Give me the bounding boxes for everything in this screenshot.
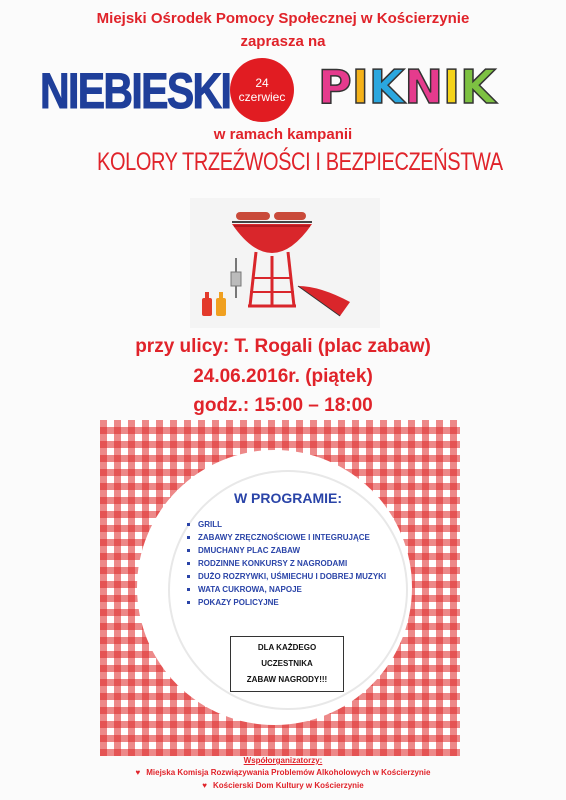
grill-illustration bbox=[190, 198, 380, 328]
grill-icon bbox=[190, 198, 380, 328]
piknik-letter: K bbox=[460, 60, 496, 114]
coorganizer-item: ♥ Miejska Komisja Rozwiązywania Problemów Alkoholowych w Kościerzynie bbox=[135, 768, 431, 777]
title-piknik bbox=[318, 60, 496, 114]
list-item: GRILL bbox=[186, 518, 398, 531]
badge-day: 24 bbox=[255, 76, 269, 90]
title-niebieski: NIEBIESKI bbox=[40, 63, 231, 119]
list-item: RODZINNE KONKURSY Z NAGRODAMI bbox=[186, 557, 398, 570]
event-date: 24.06.2016r. (piątek) bbox=[193, 366, 373, 387]
campaign-intro: w ramach kampanii bbox=[213, 126, 353, 143]
date-badge bbox=[230, 58, 294, 122]
list-item: POKAZY POLICYJNE bbox=[186, 596, 398, 609]
prize-box bbox=[230, 636, 344, 692]
piknik-letter: N bbox=[404, 60, 443, 114]
heart-icon: ♥ bbox=[135, 768, 141, 777]
campaign-name: KOLORY TRZEŹWOŚCI I BEZPIECZEŃSTWA bbox=[97, 148, 503, 176]
invite-text: zaprasza na bbox=[240, 33, 326, 50]
event-time: godz.: 15:00 – 18:00 bbox=[193, 395, 373, 416]
prize-line: DLA KAŻDEGO bbox=[257, 643, 317, 652]
list-item: DUŻO ROZRYWKI, UŚMIECHU I DOBREJ MUZYKI bbox=[186, 570, 398, 583]
event-address: przy ulicy: T. Rogali (plac zabaw) bbox=[135, 336, 431, 357]
list-item: DMUCHANY PLAC ZABAW bbox=[186, 544, 398, 557]
badge-month: czerwiec bbox=[238, 90, 286, 104]
organizer-heading: Miejski Ośrodek Pomocy Społecznej w Kościerzynie bbox=[96, 10, 470, 27]
piknik-letter: K bbox=[368, 60, 405, 114]
list-item: ZABAWY ZRĘCZNOŚCIOWE I INTEGRUJĄCE bbox=[186, 531, 398, 544]
list-item: WATA CUKROWA, NAPOJE bbox=[186, 583, 398, 596]
coorganizer-item: ♥ Kościerski Dom Kultury w Kościerzynie bbox=[202, 781, 364, 790]
piknik-letter: I bbox=[443, 60, 461, 114]
heart-icon: ♥ bbox=[202, 781, 208, 790]
piknik-letter: I bbox=[351, 60, 369, 114]
program-title: W PROGRAMIE: bbox=[233, 490, 343, 506]
coorganizers-title: Współorganizatorzy: bbox=[243, 756, 323, 765]
piknik-letter: P bbox=[318, 60, 352, 114]
program-list bbox=[186, 518, 398, 609]
prize-line: UCZESTNIKA bbox=[261, 659, 313, 668]
prize-line: ZABAW NAGRODY!!! bbox=[246, 675, 328, 684]
